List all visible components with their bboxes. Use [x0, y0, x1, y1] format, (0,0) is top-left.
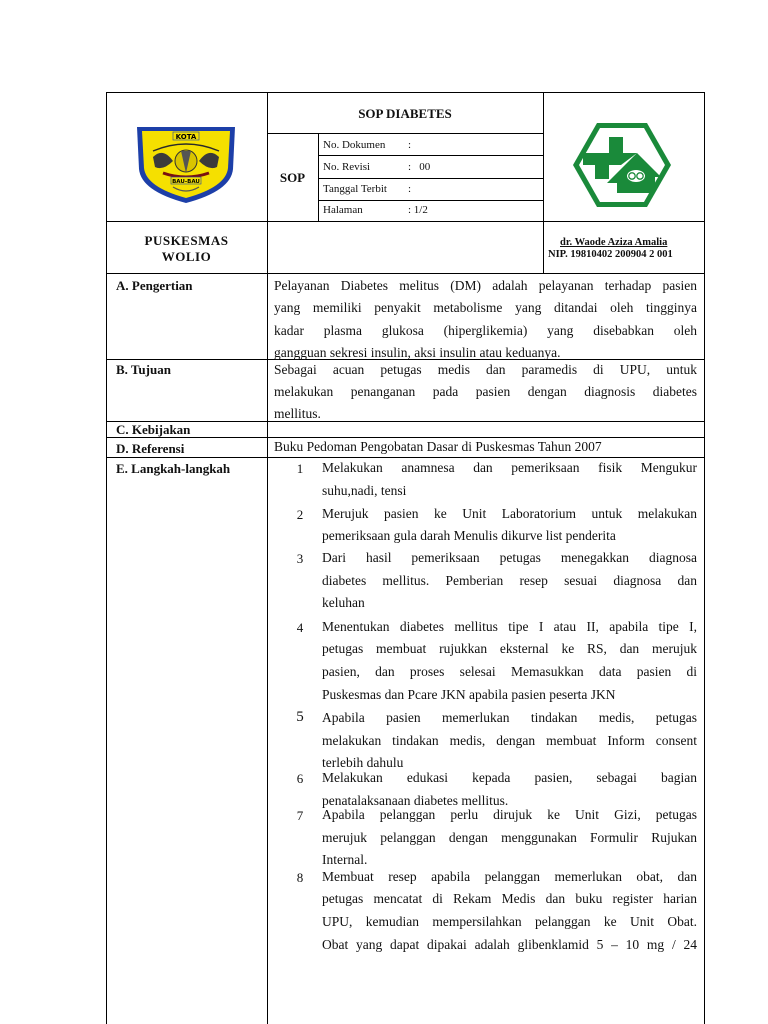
step-line: Apabila pelanggan perlu dirujuk ke Unit Gizi, petugas [322, 807, 697, 822]
step-line: petugas mencatat di Rekam Medis dan buku register harian [322, 891, 697, 906]
step-number: 7 [296, 808, 304, 823]
step-line: Dari hasil pemeriksaan petugas menegakkan diagnosa [322, 550, 697, 565]
step-line: Menentukan diabetes mellitus tipe I atau II, apabila tipe I, [322, 619, 697, 634]
referensi-text: Buku Pedoman Pengobatan Dasar di Puskesmas Tahun 2007 [274, 439, 602, 454]
section-label-referensi: D. Referensi [116, 441, 185, 456]
step-line: keluhan [322, 595, 365, 610]
step-number: 2 [296, 507, 304, 522]
table-border-left [106, 92, 107, 1024]
org-name-line1: PUSKESMAS [144, 233, 229, 248]
step-line: merujuk pelanggan dengan menggunakan Formulir Rujukan [322, 830, 697, 845]
step-line: pemeriksaan gula darah Menulis dikurve list penderita [322, 528, 616, 543]
meta-label-revisi: No. Revisi [323, 161, 371, 173]
step-number: 5 [296, 709, 304, 725]
step-number: 6 [296, 771, 304, 786]
tujuan-line: melakukan penanganan pada pasien dengan diagnosis diabetes [274, 384, 697, 399]
pengertian-line: yang memiliki penyakit metabolisme yang ditandai oleh tingginya [274, 300, 697, 315]
svg-text:KOTA: KOTA [175, 133, 197, 141]
meta-value-revisi: : 00 [408, 161, 431, 173]
meta-label-tanggal: Tanggal Terbit [323, 183, 387, 195]
meta-label-halaman: Halaman [323, 204, 363, 216]
header-right-divider [543, 92, 544, 273]
tujuan-line: Sebagai acuan petugas medis dan paramedis di UPU, untuk [274, 362, 697, 377]
table-border-top [106, 92, 704, 93]
step-line: Puskesmas dan Pcare JKN apabila pasien peserta JKN [322, 687, 616, 702]
signer-nip: NIP. 19810402 200904 2 001 [548, 249, 673, 260]
step-line: Membuat resep apabila pelanggan memerlukan obat, dan [322, 869, 697, 884]
pengertian-line: gangguan sekresi insulin, aksi insulin atau keduanya. [274, 345, 561, 360]
svg-text:BAU-BAU: BAU-BAU [172, 179, 200, 185]
header-divider [106, 221, 704, 222]
meta-value-dokumen: : [408, 139, 412, 151]
step-line: Melakukan anamnesa dan pemeriksaan fisik Mengukur [322, 460, 697, 475]
step-line: pasien, dan proses selesai Memasukkan data pasien di [322, 664, 697, 679]
table-border-right [704, 92, 705, 1024]
section-label-kebijakan: C. Kebijakan [116, 422, 191, 437]
tujuan-line: mellitus. [274, 406, 321, 421]
step-line: Merujuk pasien ke Unit Laboratorium untuk melakukan [322, 506, 697, 521]
step-number: 1 [296, 461, 304, 476]
document-title: SOP DIABETES [358, 106, 452, 121]
sop-label: SOP [279, 170, 306, 185]
section-label-langkah: E. Langkah-langkah [116, 461, 231, 476]
section-label-pengertian: A. Pengertian [116, 278, 193, 293]
step-line: terlebih dahulu [322, 755, 404, 770]
step-line: suhu,nadi, tensi [322, 483, 407, 498]
step-number: 8 [296, 870, 304, 885]
step-line: Internal. [322, 852, 368, 867]
pengertian-line: Pelayanan Diabetes melitus (DM) adalah pelayanan terhadap pasien [274, 278, 697, 293]
step-line: Obat yang dapat dipakai adalah glibenklamid 5 – 10 mg / 24 [322, 937, 697, 952]
meta-divider-1 [318, 155, 543, 156]
kota-baubau-emblem-icon [133, 121, 239, 205]
step-line: melakukan tindakan medis, dengan membuat Inform consent [322, 733, 697, 748]
meta-divider-2 [318, 178, 543, 179]
section-label-tujuan: B. Tujuan [116, 362, 171, 377]
sop-label-divider [318, 133, 319, 221]
step-number: 4 [296, 620, 304, 635]
step-line: Apabila pasien memerlukan tindakan medis, petugas [322, 710, 697, 725]
meta-label-dokumen: No. Dokumen [323, 139, 386, 151]
column-divider [267, 92, 268, 1024]
step-number: 3 [296, 551, 304, 566]
meta-value-halaman: : 1/2 [408, 204, 428, 216]
puskesmas-cross-logo-icon [571, 121, 673, 209]
meta-divider-3 [318, 200, 543, 201]
step-line: UPU, kemudian mempersilahkan pelanggan ke Unit Obat. [322, 914, 697, 929]
step-line: penatalaksanaan diabetes mellitus. [322, 793, 509, 808]
pengertian-line: kadar plasma glukosa (hiperglikemia) yang disebabkan oleh [274, 323, 697, 338]
title-divider [267, 133, 543, 134]
row-divider-pengertian [106, 273, 704, 274]
step-line: diabetes mellitus. Pemberian resep sesuai diagnosa dan [322, 573, 697, 588]
meta-value-tanggal: : [408, 183, 412, 195]
signer-name: dr. Waode Aziza Amalia [560, 237, 668, 248]
step-line: petugas membuat rujukkan eksternal ke RS, dan merujuk [322, 641, 697, 656]
step-line: Melakukan edukasi kepada pasien, sebagai bagian [322, 770, 697, 785]
org-name-line2: WOLIO [161, 249, 212, 264]
